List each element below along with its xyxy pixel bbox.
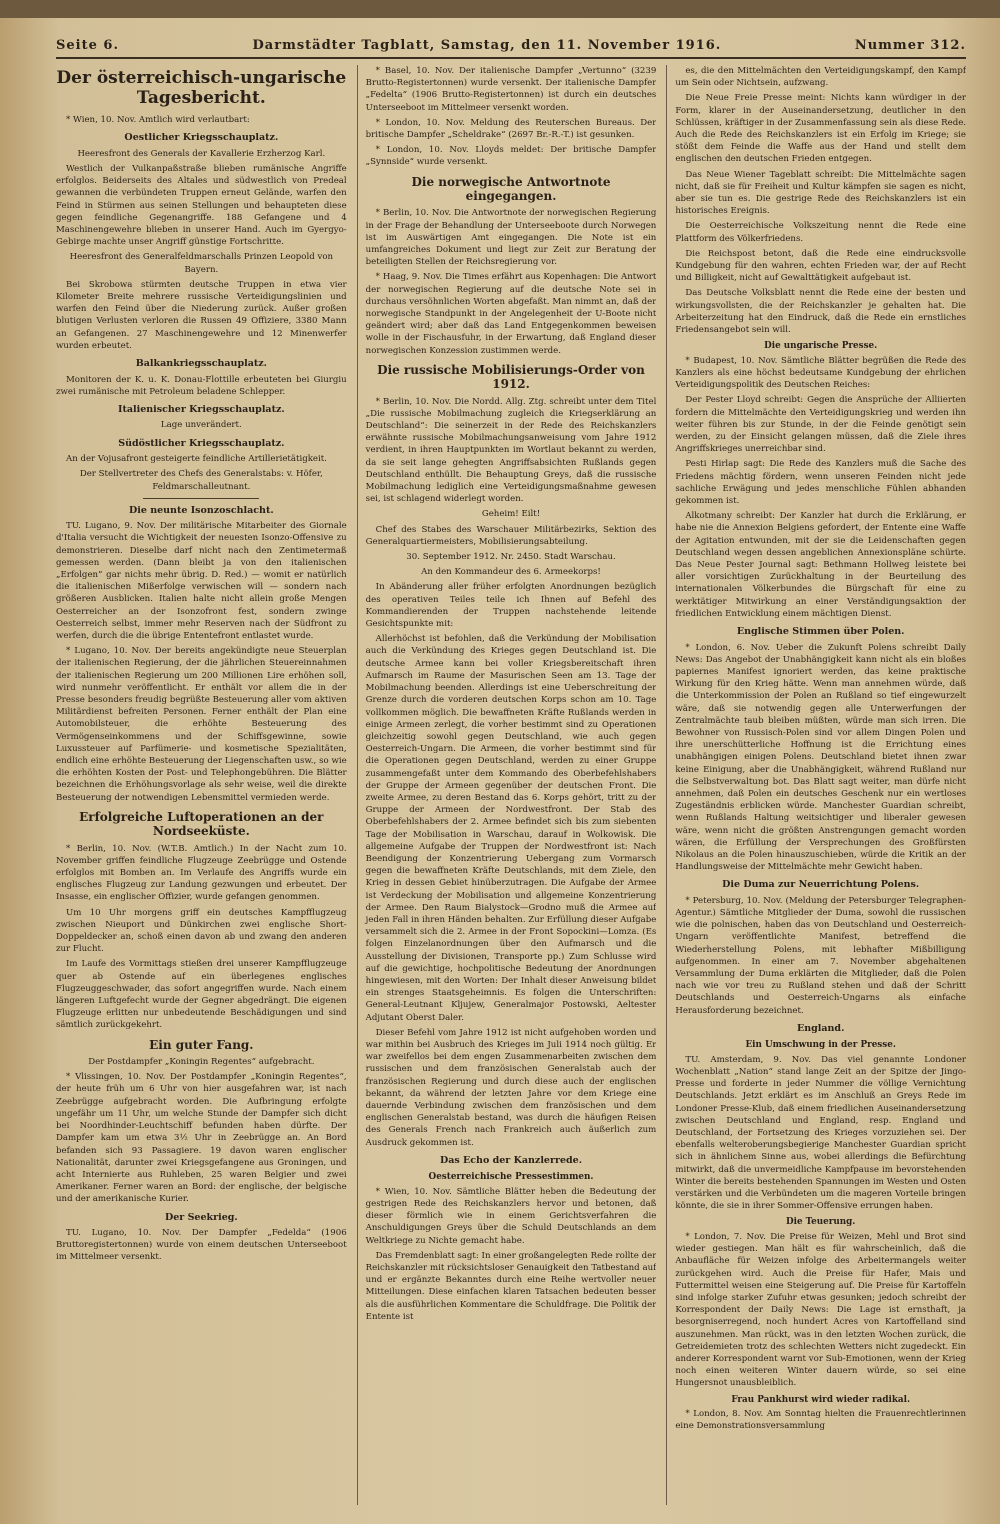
paragraph: Das Fremdenblatt sagt: In einer großangelegten Rede rollte der Reichskanzler mit rücksichtsloser Genauigkeit den Tatbestand auf und er ergänzte Bekanntes durch eine Reihe wertvoller neuer Mitteilungen. Diese einfachen klaren Tatsachen bedeuten besser als die ausführlichen Kommentare die Schuldfrage. Die Politik der Entente ist <box>365 1250 657 1322</box>
paragraph: * London, 7. Nov. Die Preise für Weizen, Mehl und Brot sind wieder gestiegen. Man hält es für wahrscheinlich, daß die Anbaufläche für Weizen infolge des Arbeitermangels weiter zurückgehen wird. Auch die Preise für Hafer, Mais und Futtermittel weisen eine Steigerung auf. Die Preise für Kartoffeln sind infolge starker Zufuhr etwas gesunken; jedoch schreibt der Korrespondent der Daily News: Die Lage ist ernsthaft, ja besorgniserregend, noch hundert Acres von Kartoffelland sind auszunehmen. Man rückt, was in den letzten Wochen zurück, die Getreidemieten trotz des schlechten Wetters nicht zugedeckt. Ein anderer Korrespondent warnt vor Sub-Emotionen, wenn der Krieg noch einen weiteren Winter dauern würde, so sei eine Hungersnot unausbleiblich. <box>675 1231 967 1389</box>
paragraph: Chef des Stabes des Warschauer Militärbezirks, Sektion des Generalquartiermeisters, Mobilisierungsabteilung. <box>365 524 657 547</box>
section-heading: Der Seekrieg. <box>164 1211 238 1223</box>
subheading: Der Postdampfer „Koningin Regentes“ aufgebracht. <box>88 1057 315 1068</box>
paragraph: * London, 8. Nov. Am Sonntag hielten die Frauenrechtlerinnen eine Demonstrationsversammlung <box>675 1409 967 1432</box>
subheading: Die ungarische Presse. <box>764 341 878 352</box>
section-heading: Die neunte Isonzoschlacht. <box>129 504 274 516</box>
column-2 <box>357 65 657 1505</box>
paragraph: Alkotmany schreibt: Der Kanzler hat durch die Erklärung, er habe nie die Annexion Belgiens gefordert, der Entente eine Waffe der Agitation entwunden, mit der sie die Leidenschaften gegen Deutschland wegen dessen angeblichen Annexionspläne schürte. Das Neue Pester Journal sagt: Bethmann Hollweg leistete bei aller vorsichtigen Zurückhaltung in der Beurteilung des internationalen Völkerbundes die Bürgschaft für eine zu werktätiger Mitwirkung an einer Verständigungsaktion der friedlichen Entwicklung einem mächtigen Dienst. <box>675 511 967 619</box>
headline-tagesbericht: Der österreichisch-ungarische Tagesbericht. <box>56 68 347 108</box>
paragraph: * London, 10. Nov. Meldung des Reuterschen Bureaus. Der britische Dampfer „Scheldrake“ (2697 Br.-R.-T.) ist gesunken. <box>365 117 657 141</box>
paragraph: 30. September 1912. Nr. 2450. Stadt Warschau. <box>406 552 616 563</box>
section-heading: Südöstlicher Kriegsschauplatz. <box>118 437 285 449</box>
page-header <box>56 38 966 59</box>
paragraph: * Berlin, 10. Nov. (W.T.B. Amtlich.) In der Nacht zum 10. November griffen feindliche Flugzeuge Zeebrügge und Ostende erfolglos mit Bomben an. Im Verlaufe des Angriffs wurde ein englisches Flugzeug zur Landung gezwungen und erbeutet. Der Insasse, ein englischer Offizier, wurde gefangen genommen. <box>56 843 347 903</box>
paragraph: Die Oesterreichische Volkszeitung nennt die Rede eine Plattform des Völkerfriedens. <box>675 221 967 244</box>
paragraph: Im Laufe des Vormittags stießen drei unserer Kampfflugzeuge quer ab Ostende auf ein überlegenes englisches Flugzeuggeschwader, das sofort angegriffen wurde. Nach einem längeren Luftgefecht wurde der Gegner abgedrängt. Die eigenen Flugzeuge erlitten nur unbedeutende Beschädigungen und sind sämtlich zurückgekehrt. <box>56 959 347 1031</box>
issue-number: Nummer 312. <box>854 38 966 53</box>
subheading: Frau Pankhurst wird wieder radikal. <box>731 1394 911 1405</box>
section-heading: Die Duma zur Neuerrichtung Polens. <box>722 879 920 891</box>
paragraph: * Basel, 10. Nov. Der italienische Dampfer „Vertunno“ (3239 Brutto-Registertonnen) wurde versenkt. Der italienische Dampfer „Fedelta“ (1906 Brutto-Registertonnen) ist durch ein deutsches Unterseeboot im Mittelmeer versenkt worden. <box>365 66 657 113</box>
signature: Der Stellvertreter des Chefs des Generalstabs: v. Höfer, Feldmarschalleutnant. <box>79 469 323 492</box>
paragraph: Die Neue Freie Presse meint: Nichts kann würdiger in der Form, klarer in der Auseinandersetzung, deutlicher in den Schlüssen, kräftiger in der Zusammenfassung sein als diese Rede. Auch die Rede des Reichskanzlers ist ein Erfolg im Kriege; sie stößt dem Feinde die Waffe aus der Hand und stellt dem englischen den deutschen Frieden entgegen. <box>675 93 967 165</box>
paragraph: Allerhöchst ist befohlen, daß die Verkündung der Mobilisation auch die Verkündung des Krieges gegen Deutschland ist. Die deutsche Armee kann bei voller Kriegsbereitschaft ihren Aufmarsch im Raume der Masurischen Seen am 13. Tage der Mobilmachung beenden. Allerdings ist eine Ueberschreitung der Grenze durch die vorderen deutschen Korps schon am 10. Tage vollkommen möglich. Die bewaffneten Kräfte Rußlands werden in einige Armeen zerlegt, die vorher bestimmt sind zu Operationen gleichzeitig sowohl gegen Deutschland, wie auch gegen Oesterreich-Ungarn. Die Armeen, die vorher bestimmt sind für die Operationen gegen Deutschland, werden zu einer Gruppe zusammengefaßt unter dem Kommando des Oberbefehlshabers der Gruppe der Armeen gegenüber der deutschen Front. Die zweite Armee, zu deren Bestand das 6. Korps gehört, tritt zu der Gruppe der Armeen der Nordwestfront. Der Stab des Oberbefehlshabers der 2. Armee befindet sich bis zum siebenten Tage der Mobilisation in Warschau, darauf in Wolkowisk. Die allgemeine Aufgabe der Truppen der Nordwestfront ist: Nach Beendigung der Konzentrierung Uebergang zum Vormarsch gegen die bewaffneten Kräfte Deutschlands, mit dem Ziele, den Krieg in dessen Gebiet hinüberzutragen. Die Aufgabe der Armee ist Verdeckung der Mobilisation und allgemeine Konzentrierung der Armee. Den Raum Bialystock—Grodno muß die Armee auf jeden Fall in ihren Händen behalten. Zur Erfüllung dieser Aufgabe versammelt sich die 2. Armee in der Front Sopockini—Lomza. (Es folgen Einzelanordnungen über den Aufmarsch und die Ausstellung der Divisionen, Transporte pp.) Zum Schlusse wird auf die gewichtige, hochpolitische Bedeutung der Anordnungen hingewiesen, mit den Worten: Der Inhalt dieser Anweisung bildet ein strenges Staatsgeheimnis. Es folgen die Unterschriften: General-Leutnant Kljujew, Generalmajor Postowski, Aeltester Adjutant Oberst Daler. <box>365 634 657 1023</box>
section-heading: Das Echo der Kanzlerrede. <box>439 1154 583 1166</box>
paragraph: TU. Lugano, 10. Nov. Der Dampfer „Fedelda“ (1906 Bruttoregistertonnen) wurde von einem deutschen Unterseeboot im Mittelmeer versenkt. <box>56 1228 347 1263</box>
dateline: * Wien, 10. Nov. Amtlich wird verlautbart: <box>66 115 250 126</box>
paragraph: An den Kommandeur des 6. Armeekorps! <box>421 567 601 578</box>
headline-mobilisierung: Die russische Mobilisierungs-Order von 1912. <box>377 362 645 392</box>
paragraph: Bei Skrobowa stürmten deutsche Truppen in etwa vier Kilometer Breite mehrere russische Verteidigungslinien und warfen den Feind über die Niederung zurück. Außer großen blutigen Verlusten verloren die Russen 49 Offiziere, 3380 Mann an Gefangenen. 27 Maschinengewehre und 12 Minenwerfer wurden erbeutet. <box>56 279 347 351</box>
masthead-date: Darmstädter Tagblatt, Samstag, den 11. November 1916. <box>252 38 722 53</box>
paragraph: * Vlissingen, 10. Nov. Der Postdampfer „Koningin Regentes“, der heute früh um 6 Uhr von hier ausgefahren war, ist nach Zeebrügge aufgebracht worden. Die Aufbringung erfolgte ungefähr um 11 Uhr, um welche Stunde der Dampfer sich dicht bei Noordhinder-Leuchtschiff befunden haben dürfte. Der Dampfer kam um etwa 3½ Uhr in Zeebrügge an. An Bord befanden sich 93 Passagiere. 19 davon waren englischer Nationalität, darunter zwei Kriegsgefangene aus Groningen, und acht Internierte aus Ruhleben, 25 waren Belgier und zwei Amerikaner. Ferner waren an Bord: der englische, der belgische und der amerikanische Kurier. <box>56 1072 347 1205</box>
paragraph: Geheim! Eilt! <box>481 509 541 520</box>
column-1 <box>56 65 347 1505</box>
section-heading: Balkankriegsschauplatz. <box>135 358 267 370</box>
headline-luftoperationen: Erfolgreiche Luftoperationen an der Nordseeküste. <box>79 809 324 839</box>
column-3 <box>666 65 966 1505</box>
paragraph: Pesti Hirlap sagt: Die Rede des Kanzlers muß die Sache des Friedens mächtig fördern, wenn unseren Feinden nicht jede sachliche Erwägung und jedes menschliche Fühlen abhanden gekommen ist. <box>675 459 967 506</box>
paragraph: TU. Lugano, 9. Nov. Der militärische Mitarbeiter des Giornale d'Italia versucht die Wichtigkeit der neuesten Isonzo-Offensive zu demonstrieren. Dieselbe darf nicht nach den Zentimetermaß gemessen werden. (Dann bleibt ja von den italienischen „Erfolgen“ gar nichts mehr übrig. D. Red.) — womit er natürlich die italienischen Mißerfolge verwischen will — sondern nach größeren Ausblicken. Italien halte nicht allein große Mengen Oesterreicher an der Isonzofront fest, sondern zwinge Oesterreich selbst, immer mehr Reserven nach der Südfront zu werfen, durch die die übrige Ententefront entlastet wurde. <box>56 521 347 642</box>
paragraph: Westlich der Vulkanpaßstraße blieben rumänische Angriffe erfolglos. Beiderseits des Altales und südwestlich von Predeal gewannen die verbündeten Truppen erneut Gelände, warfen den Feind in Stürmen aus seinen Stellungen und behaupteten diese gegen feindliche Gegenangriffe. 188 Gefangene und 4 Maschinengewehre blieben in unserer Hand. Auch im Gyergyo-Gebirge machte unser Angriff günstige Fortschritte. <box>56 163 347 248</box>
paragraph: es, die den Mittelmächten den Verteidigungskampf, den Kampf um Sein oder Nichtsein, aufzwang. <box>675 66 967 89</box>
headline-guter-fang: Ein guter Fang. <box>149 1037 254 1052</box>
subheading: Heeresfront des Generals der Kavallerie Erzherzog Karl. <box>77 148 326 159</box>
subheading: Oesterreichische Pressestimmen. <box>428 1172 594 1183</box>
paragraph: Monitoren der K. u. K. Donau-Flottille erbeuteten bei Giurgiu zwei rumänische mit Petroleum beladene Schlepper. <box>56 374 347 397</box>
subheading: Heeresfront des Generalfeldmarschalls Prinzen Leopold von Bayern. <box>69 252 334 275</box>
paragraph: Das Neue Wiener Tageblatt schreibt: Die Mittelmächte sagen nicht, daß sie für Freiheit und Kultur kämpfen sie sagen es nicht, aber sie tun es. Die gestrige Rede des Reichskanzlers ist ein historisches Ereignis. <box>675 169 967 217</box>
paragraph: * Berlin, 10. Nov. Die Nordd. Allg. Ztg. schreibt unter dem Titel „Die russische Mobilmachung zugleich die Kriegserklärung an Deutschland“: Die seinerzeit in der Rede des Reichskanzlers erwähnte russische Mobilmachungsanweisung vom Jahre 1912 verdient, in ihren Hauptpunkten im Wortlaut bekannt zu werden, da sie seit lange gehegten Angriffsabsichten Rußlands gegen Deutschland enthüllt. Die Behauptung Greys, daß die russische Mobilmachung lediglich eine Verteidigungsmaßnahme gewesen sei, ist schlagend widerlegt worden. <box>365 396 657 505</box>
paragraph: * London, 6. Nov. Ueber die Zukunft Polens schreibt Daily News: Das Angebot der Unabhängigkeit kann nicht als ein bloßes papiernes Manifest ignoriert werden, das keine praktische Wirkung für den Krieg hätte. Wenn man annehmen würde, daß die Unterkommission der Polen an Rußland so tief eingewurzelt wäre, daß sie notwendig gegen alle Unterwerfungen der Zentralmächte taub bleiben müßten, würde man sich irren. Die Bewohner von Russisch-Polen sind vor allem Dingen Polen und ihre unerschütterliche Hoffnung ist die Errichtung eines unabhängigen einigen Polens. Deutschland bietet ihnen zwar keine Einigung, aber die Unabhängigkeit, während Rußland nur die Selbstverwaltung bot. Das Blatt sagt weiter, man dürfe nicht annehmen, daß Polen ein deutsches Geschenk nur ein wertloses Zugeständnis erblicken würde. Manchester Guardian schreibt, wenn Rußlands Haltung weitsichtiger und liberaler gewesen wäre, wenn nicht die größten Anstrengungen gemacht worden wären, die Erfüllung der Versprechungen des Großfürsten Nikolaus an die Polen hinauszuschieben, würde die Kritik an der Handlungsweise der Mittelmächte mehr Gewicht haben. <box>675 642 967 873</box>
paragraph: In Abänderung aller früher erfolgten Anordnungen bezüglich des operativen Teiles teile ich Ihnen auf Befehl des Kommandierenden der Truppen nachstehende leitende Gesichtspunkte mit: <box>365 582 657 630</box>
page-number: Seite 6. <box>56 38 119 53</box>
paragraph: An der Vojusafront gesteigerte feindliche Artillerietätigkeit. <box>66 454 327 465</box>
paragraph: Dieser Befehl vom Jahre 1912 ist nicht aufgehoben worden und war mithin bei Ausbruch des Krieges im Juli 1914 noch gültig. Er war zweifellos bei dem engen Zusammenarbeiten zwischen dem russischen und dem französischen Generalstab auch der französischen Regierung und durch diese auch der englischen bekannt, da während der letzten Jahre vor dem Kriege eine dauernde Verbindung zwischen dem französischen und dem englischen Generalstab bestand, was durch die häufigen Reisen des Generals French nach Frankreich auch äußerlich zum Ausdruck gekommen ist. <box>365 1027 657 1148</box>
paragraph: * Wien, 10. Nov. Sämtliche Blätter heben die Bedeutung der gestrigen Rede des Reichskanzlers hervor und betonen, daß dieser förmlich wie in einem Gerichtsverfahren die Anschuldigungen Greys über die Schuld Deutschlands an dem Weltkriege zu Nichte gemacht habe. <box>365 1186 657 1246</box>
paragraph: Lage unverändert. <box>160 420 242 431</box>
section-heading: England. <box>796 1022 845 1034</box>
paragraph: * Haag, 9. Nov. Die Times erfährt aus Kopenhagen: Die Antwort der norwegischen Regierung auf die deutsche Note sei in durchaus versöhnlichen Worten abgefaßt. Man nimmt an, daß der norwegische Standpunkt in der Angelegenheit der U-Boote nicht geändert wird; aber daß das Land Entgegenkommen beweisen wolle in der Fischausfuhr, in der Erwartung, daß England dieser norwegischen Konzession zustimmen werde. <box>365 272 657 356</box>
section-heading: Englische Stimmen über Polen. <box>736 626 905 638</box>
paragraph: TU. Amsterdam, 9. Nov. Das viel genannte Londoner Wochenblatt „Nation“ stand lange Zeit an der Spitze der Jingo-Presse und forderte in jeder Nummer die völlige Vernichtung Deutschlands. Jetzt erklärt es im Anschluß an Greys Rede im Londoner Presse-Klub, daß einem friedlichen Auseinandersetzung zwischen Deutschland und England, resp. England und Deutschland, der Fortsetzung des Krieges vorzuziehen sei. Der ebenfalls welteroberungsbegierige Manchester Guardian spricht sich in ähnlichem Sinne aus, wobei allerdings die Befürchtung mitwirkt, daß die unvermeidliche Kampfpause im bevorstehenden Winter die bereits bestehenden Spannungen im Westen und Osten verstärken und die Verbündeten um die mageren Vorteile bringen könnte, die sie in ihrer Sommer-Offensive errungen haben. <box>675 1054 967 1212</box>
top-edge-strip <box>0 0 1000 18</box>
divider <box>143 498 259 499</box>
section-heading: Italienischer Kriegsschauplatz. <box>118 403 285 415</box>
subheading: Ein Umschwung in der Presse. <box>745 1040 896 1051</box>
paragraph: Die Reichspost betont, daß die Rede eine eindrucksvolle Kundgebung für den wahren, echten Frieden war, der auf Recht und Billigkeit, nicht auf Gewalttätigkeit aufgebaut ist. <box>675 248 967 284</box>
subheading: Die Teuerung. <box>785 1217 856 1228</box>
section-heading: Oestlicher Kriegsschauplatz. <box>124 132 279 144</box>
paragraph: * Budapest, 10. Nov. Sämtliche Blätter begrüßen die Rede des Kanzlers als eine höchst bedeutsame Kundgebung der ehrlichen Verteidigungspolitik des Deutschen Reiches: <box>675 355 967 391</box>
paragraph: * Petersburg, 10. Nov. (Meldung der Petersburger Telegraphen-Agentur.) Sämtliche Mitglieder der Duma, sowohl die russischen wie die polnischen, haben das von Deutschland und Oesterreich-Ungarn veröffentlichte Manifest, betreffend die Wiederherstellung Polens, mit lebhafter Mißbilligung aufgenommen. In einer am 7. November abgehaltenen Versammlung der Duma erklärten die Mitglieder, daß die Polen nach wie vor treu zu Rußland stehen und daß der Schritt Deutschlands und Oesterreich-Ungarns als einfache Herausforderung bezeichnet. <box>675 895 967 1016</box>
paragraph: * Berlin, 10. Nov. Die Antwortnote der norwegischen Regierung in der Frage der Behandlung der Unterseeboote durch Norwegen ist im Auswärtigen Amt eingegangen. Die Note ist ein umfangreiches Dokument und liegt zur Zeit zur Beratung der beteiligten Stellen der Reichsregierung vor. <box>365 208 657 268</box>
paragraph: Um 10 Uhr morgens griff ein deutsches Kampfflugzeug zwischen Nieuport und Dünkirchen zwei englische Short-Doppeldecker an, schoß einen davon ab und zwang den anderen zur Flucht. <box>56 907 347 955</box>
headline-antwortnote: Die norwegische Antwortnote eingegangen. <box>411 174 611 204</box>
paragraph: * Lugano, 10. Nov. Der bereits angekündigte neue Steuerplan der italienischen Regierung, der die jährlichen Steuereinnahmen der italienischen Regierung um 200 Millionen Lire erhöhen soll, wird nunmehr veröffentlicht. Er enthält vor allem die in der Presse besonders freudig begrüßte Besteuerung aller vom aktiven Militärdienst befreiten Personen. Ferner enthält der Plan eine Automobilsteuer, die erhöhte Besteuerung des Vermögenseinkommens und der Schiffsgewinne, sowie Luxussteuer auf Parfümerie- und kosmetische Spezialitäten, endlich eine erhöhte Besteuerung der Liegenschaften usw., so wie die erhöhten Kosten der Post- und Telephongebühren. Die Blätter bezeichnen die Erhöhungsvorlage als sehr weise, weil die direkte Besteuerung der notwendigen Lebensmittel vermieden werde. <box>56 646 347 803</box>
paragraph: * London, 10. Nov. Lloyds meldet: Der britische Dampfer „Synnside“ wurde versenkt. <box>365 145 657 168</box>
paragraph: Der Pester Lloyd schreibt: Gegen die Ansprüche der Alliierten fordern die Mittelmächte den Verteidigungskrieg und werden ihn weiter führen bis zur Stunde, in der die Feinde genötigt sein werden, zu der Einsicht gelangen müssen, daß die Ziele ihres Angriffskrieges unerreichbar sind. <box>675 395 967 455</box>
paragraph: Das Deutsche Volksblatt nennt die Rede eine der besten und wirkungsvollsten, die der Reichskanzler je gehalten hat. Die Arbeiterzeitung hat den Eindruck, daß die Rede ein ernstliches Friedensangebot sein will. <box>675 288 967 336</box>
